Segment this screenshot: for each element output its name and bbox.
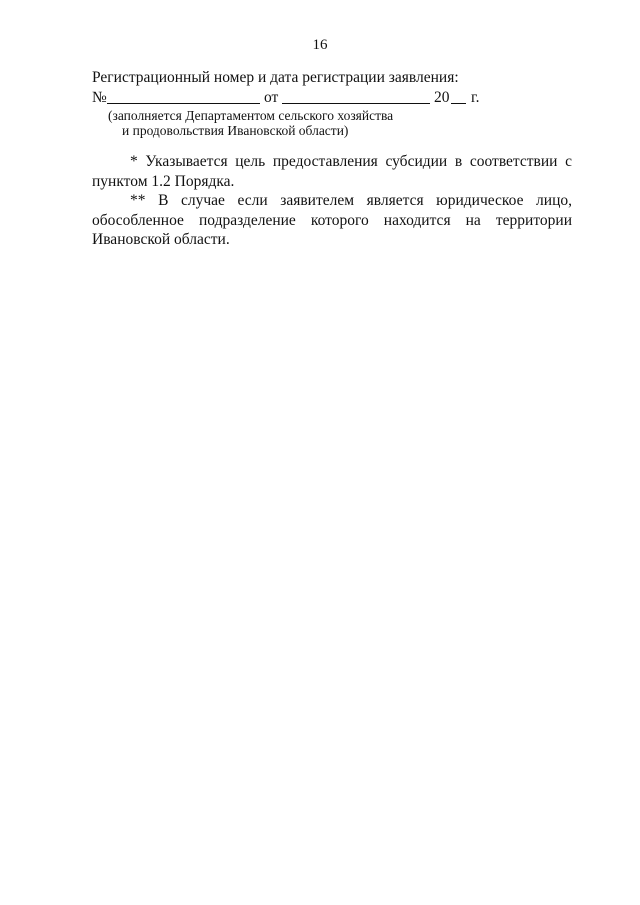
footnote-single-asterisk: * Указывается цель предоставления субсидии в соответствии с пунктом 1.2 Порядка. xyxy=(92,153,572,190)
registration-note-line-2: и продовольствия Ивановской области) xyxy=(122,123,349,138)
year-suffix: г. xyxy=(471,89,480,106)
footnotes xyxy=(92,152,572,250)
registration-number-line xyxy=(92,88,512,107)
page-number: 16 xyxy=(312,37,328,53)
registration-date-blank xyxy=(282,103,430,104)
year-blank xyxy=(451,103,466,104)
year-prefix: 20 xyxy=(434,89,450,106)
registration-number-blank xyxy=(107,103,260,104)
from-label: от xyxy=(264,89,279,106)
registration-note-line-1: (заполняется Департаментом сельского хозяйства xyxy=(108,108,394,123)
footnote-double-asterisk: ** В случае если заявителем является юридическое лицо, обособленное подразделение которого находится на территории Ивановской области. xyxy=(92,192,572,248)
number-sign: № xyxy=(92,89,107,106)
registration-title: Регистрационный номер и дата регистрации заявления: xyxy=(92,69,459,86)
